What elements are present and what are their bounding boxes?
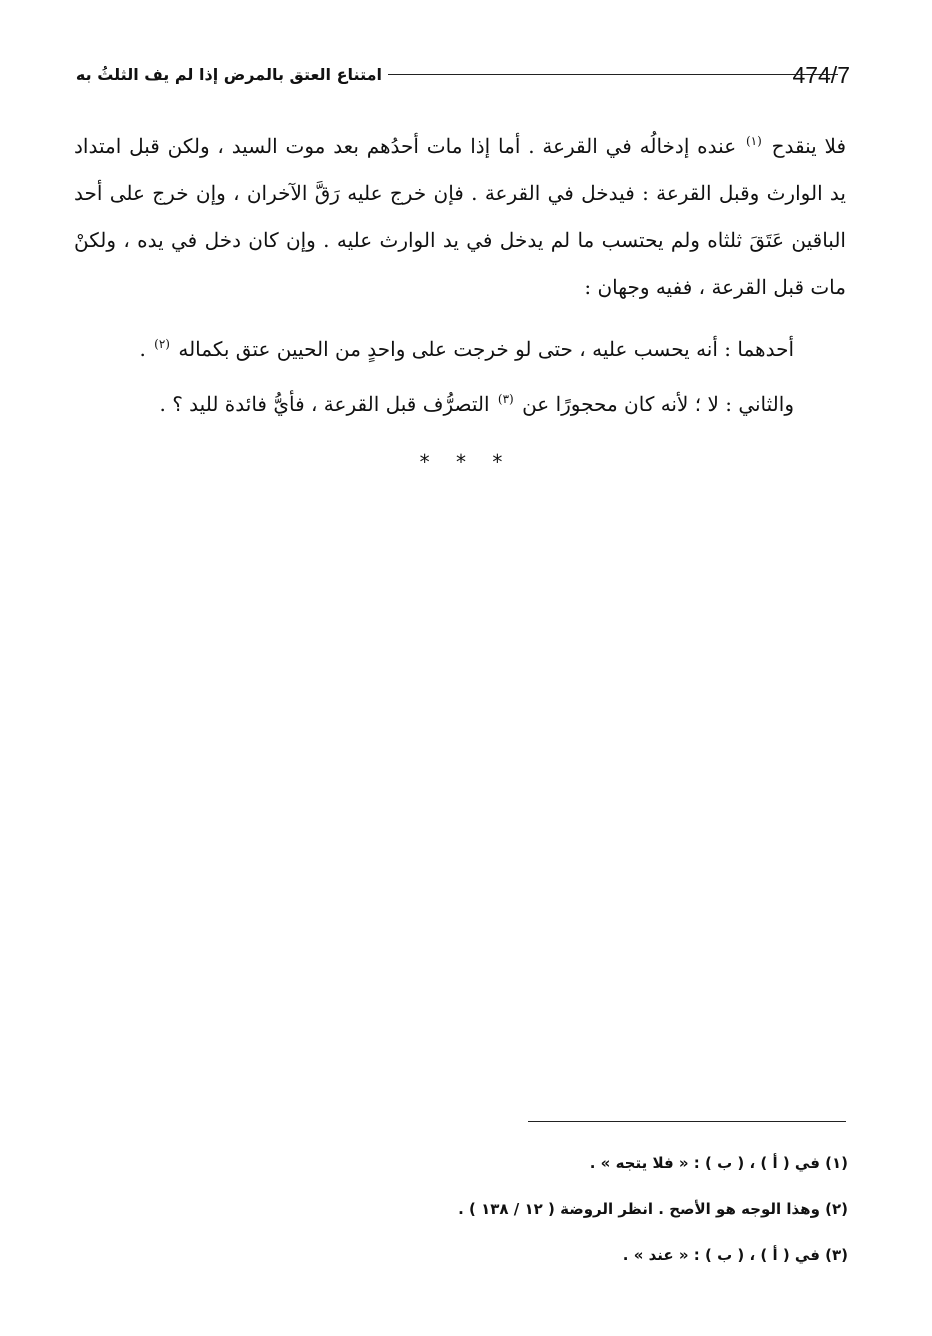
footnote: (٢) وهذا الوجه هو الأصح . انظر الروضة ( ١٢ / ١٣٨ ) . [458, 1200, 848, 1218]
section-separator: * * * [419, 450, 513, 474]
running-header [70, 58, 850, 92]
footnote: (١) في ( أ ) ، ( ب ) : « فلا يتجه » . [589, 1154, 848, 1172]
main-text [74, 118, 846, 421]
footnote-reference: (٣) [497, 392, 514, 406]
footnotes [300, 1148, 848, 1286]
footnote: (٣) في ( أ ) ، ( ب ) : « عند » . [622, 1246, 848, 1264]
page-number: 474/7 [792, 62, 850, 88]
paragraph [74, 118, 846, 311]
footnote-reference: (٢) [154, 337, 170, 351]
opinion-second: والثاني : لا ؛ لأنه كان محجورًا عن $^{(٣)}$ التصرُّف قبل القرعة ، فأيُّ فائدة لليد ؟ . [159, 392, 794, 416]
text-line: فلا ينقدح $^{(١)}$ عنده إدخالُه في القرعة . أما إذا مات أحدُهم بعد موت السيد ، ولكن قبل امتداد [74, 134, 847, 158]
text-line: يد الوارث وقبل القرعة : فيدخل في القرعة . فإن خرج عليه رَقَّ الآخران ، وإن خرج على أحد [74, 181, 846, 205]
opinion-first: أحدهما : أنه يحسب عليه ، حتى لو خرجت على واحدٍ من الحيين عتق بكماله $^{(٢)}$ . [139, 337, 794, 361]
footnote-reference: (١) [745, 134, 762, 148]
header-rule [388, 74, 838, 75]
footnote-rule [528, 1121, 846, 1122]
text-line: الباقين عَتَقَ ثلثاه ولم يحتسب ما لم يدخل في يد الوارث عليه . وإن كان دخل في يده ، ولكنْ [74, 228, 846, 252]
running-title: امتناع العتق بالمرض إذا لم يف الثلثُ به [75, 65, 382, 84]
text-line: مات قبل القرعة ، ففيه وجهان : [584, 275, 846, 299]
opinions-list [74, 327, 846, 421]
